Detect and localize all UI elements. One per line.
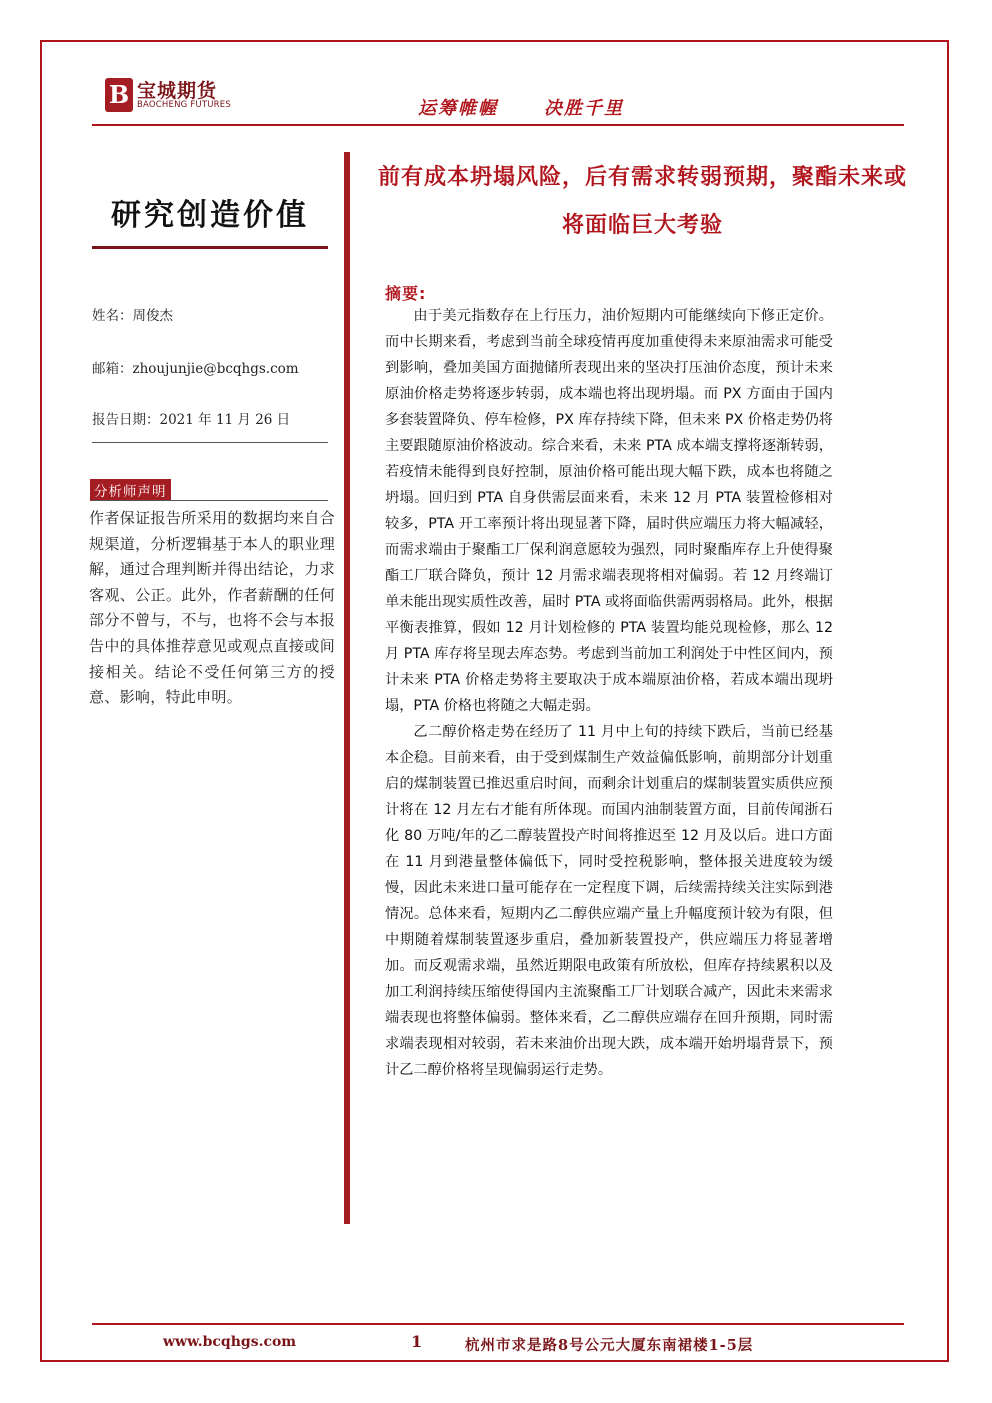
logo-english-name: BAOCHENG FUTURES [137,100,231,110]
report-headline: 前有成本坍塌风险，后有需求转弱预期，聚酯未来或将面临巨大考验 [377,165,907,238]
footer-address: 杭州市求是路8号公元大厦东南裙楼1-5层 [465,1337,754,1354]
abstract-label: 摘要: [385,284,427,303]
header-divider [92,124,904,126]
sidebar-title: 研究创造价值 [111,198,309,233]
meta-divider [92,442,328,443]
sidebar-title-divider [92,246,328,249]
body-paragraph: 乙二醇价格走势在经历了 11 月中上旬的持续下跌后，当前已经基本企稳。目前来看，由于受到煤制生产效益偏低影响，前期部分计划重启的煤制装置已推迟重启时间，而剩余计划重启的煤制装置实质供应预计将在 12 月左右才能有所体现。而国内油制装置方面，目前传闻浙石化 80 万吨/年的乙二醇装置投产时间将推迟至 12 月及以后。进口方面在 11 月到港量整体偏低下，同时受控税影响，整体报关进度较为缓慢，因此未来进口量可能存在一定程度下调，后续需持续关注实际到港情况。总体来看，短期内乙二醇供应端产量上升幅度预计较为有限，但中期随着煤制装置逐步重启，叠加新装置投产，供应端压力将显著增加。而反观需求端，虽然近期限电政策有所放松，但库存持续累积以及加工利润持续压缩使得国内主流聚酯工厂计划联合减产，因此未来需求端表现也将整体偏弱。整体来看，乙二醇供应端存在回升预期，同时需求端表现相对较弱，若未来油价出现大跌，成本端开始坍塌背景下，预计乙二醇价格将呈现偏弱运行走势。 [385,724,833,1078]
author-email: 邮箱：zhoujunjie@bcqhgs.com [92,361,299,377]
badge-divider [92,500,328,501]
footer-website: www.bcqhgs.com [163,1334,297,1350]
analyst-disclaimer: 作者保证报告所采用的数据均来自合规渠道，分析逻辑基于本人的职业理解，通过合理判断并得出结论，力求客观、公正。此外，作者薪酬的任何部分不曾与，不与，也将不会与本报告中的具体推荐意见或观点直接或间接相关。结论不受任何第三方的授意、影响，特此申明。 [89,509,335,707]
logo-mark-icon: B [105,78,133,112]
slogan-right: 决胜千里 [544,98,624,119]
analyst-statement-badge: 分析师声明 [90,479,171,501]
footer-divider [92,1323,904,1325]
author-name: 姓名：周俊杰 [92,308,173,324]
body-paragraph: 由于美元指数存在上行压力，油价短期内可能继续向下修正定价。而中长期来看，考虑到当前全球疫情再度加重使得未来原油需求可能受到影响，叠加美国方面抛储所表现出来的坚决打压油价态度，预计未来原油价格走势将逐步转弱，成本端也将出现坍塌。而 PX 方面由于国内多套装置降负、停车检修，PX 库存持续下降，但未来 PX 价格走势仍将主要跟随原油价格波动。综合来看，未来 PTA 成本端支撑将逐渐转弱，若疫情未能得到良好控制，原油价格可能出现大幅下跌，成本也将随之坍塌。回归到 PTA 自身供需层面来看，未来 12 月 PTA 装置检修相对较多，PTA 开工率预计将出现显著下降，届时供应端压力将大幅减轻，而需求端由于聚酯工厂保利润意愿较为强烈，同时聚酯库存上升使得聚酯工厂联合降负，预计 12 月需求端表现将相对偏弱。若 12 月终端订单未能出现实质性改善，届时 PTA 或将面临供需两弱格局。此外，根据平衡表推算，假如 12 月计划检修的 PTA 装置均能兑现检修，那么 12 月 PTA 库存将呈现去库态势。考虑到当前加工利润处于中性区间内，预计未来 PTA 价格走势将主要取决于成本端原油价格，若成本端出现坍塌，PTA 价格也将随之大幅走弱。 [385,308,833,714]
company-logo [105,78,235,118]
content-accent-bar [344,152,350,1224]
slogan-left: 运筹帷幄 [418,98,498,119]
logo-chinese-name: 宝城期货 [137,80,218,102]
header-slogan [418,94,624,120]
article-body [385,303,833,1083]
report-date: 报告日期：2021 年 11 月 26 日 [92,412,291,428]
page-number: 1 [411,1332,423,1351]
